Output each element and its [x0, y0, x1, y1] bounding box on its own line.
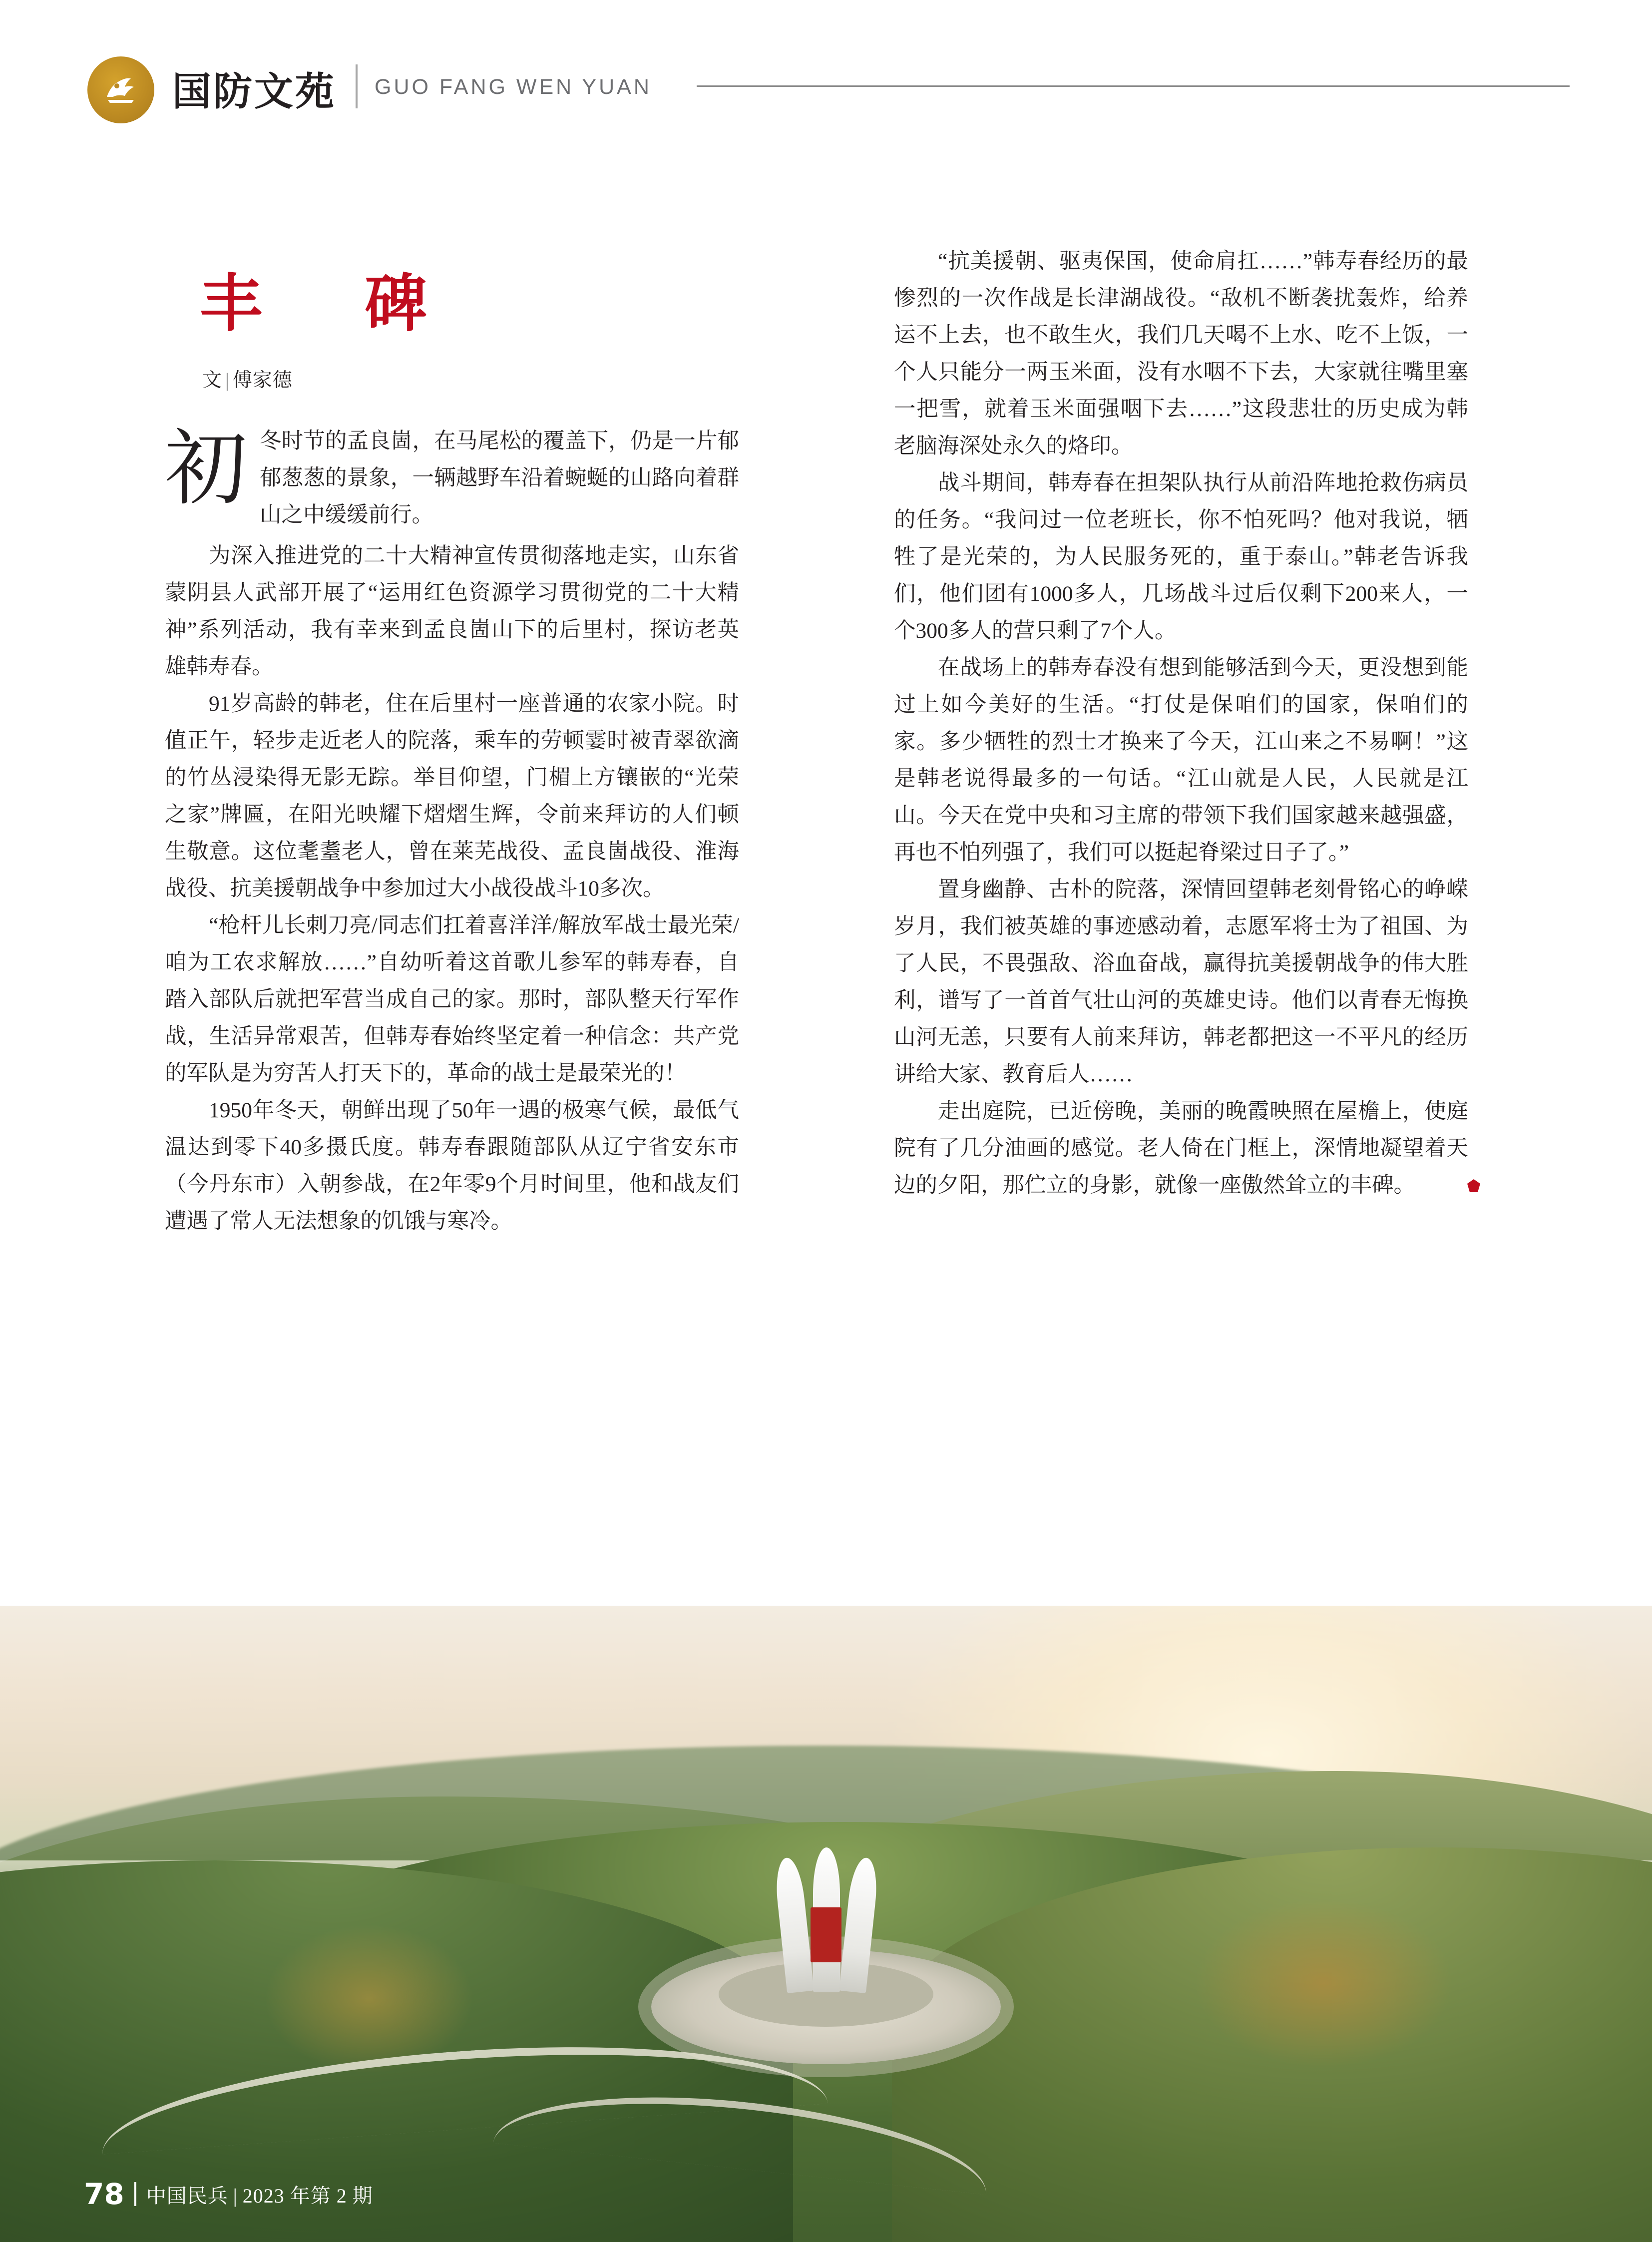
emblem-icon	[87, 56, 154, 123]
paragraph: 1950年冬天，朝鲜出现了50年一遇的极寒气候，最低气温达到零下40多摄氏度。韩寿春跟随部队从辽宁省安东市（今丹东市）入朝参战，在2年零9个月时间里，他和战友们遭遇了常人无法想象的饥饿与寒冷。	[165, 1098, 739, 1233]
column-left	[165, 270, 739, 1240]
monument-blade	[773, 1856, 814, 1993]
footer-separator: |	[233, 2184, 238, 2207]
paragraph: 91岁高龄的韩老，住在后里村一座普通的农家小院。时值正午，轻步走近老人的院落，乘车的劳顿霎时被青翠欲滴的竹丛浸染得无影无踪。举目仰望，门楣上方镶嵌的“光荣之家”牌匾，在阳光映耀下熠熠生辉，令前来拜访的人们顿生敬意。这位耄耋老人，曾在莱芜战役、孟良崮战役、淮海战役、抗美援朝战争中参加过大小战役战斗10多次。	[165, 691, 739, 900]
photo-autumn-foliage	[264, 1924, 474, 2074]
column-right	[894, 243, 1468, 1204]
byline-author: 傅家德	[232, 369, 293, 391]
footer-divider	[134, 2182, 136, 2206]
paragraph: 为深入推进党的二十大精神宣传贯彻落地走实，山东省蒙阴县人武部开展了“运用红色资源学习贯彻党的二十大精神”系列活动，我有幸来到孟良崮山下的后里村，探访老英雄韩寿春。	[165, 543, 739, 679]
header-divider	[356, 64, 358, 108]
photo-autumn-foliage	[1194, 1898, 1454, 2068]
drop-cap: 初	[165, 420, 247, 516]
monument-icon	[771, 1847, 881, 1992]
issue-label: 2023 年第 2 期	[242, 2184, 373, 2207]
paragraph-text: 走出庭院，已近傍晚，美丽的晚霞映照在屋檐上，使庭院有了几分油画的感觉。老人倚在门框上，深情地凝望着天边的夕阳，那伫立的身影，就像一座傲然耸立的丰碑。	[894, 1099, 1468, 1197]
header-rule	[697, 85, 1570, 87]
footer-info	[146, 2180, 373, 2209]
article-title: 丰 碑	[200, 268, 447, 340]
byline-label: 文	[202, 369, 223, 391]
page-footer	[84, 2177, 373, 2211]
byline-separator: |	[225, 369, 230, 391]
article-photo	[0, 1606, 1652, 2242]
paragraph: 置身幽静、古朴的院落，深情回望韩老刻骨铭心的峥嵘岁月，我们被英雄的事迹感动着，志愿军将士为了祖国、为了人民，不畏强敌、浴血奋战，赢得抗美援朝战争的伟大胜利，谱写了一首首气壮山河的英雄史诗。他们以青春无悔换山河无恙，只要有人前来拜访，韩老都把这一不平凡的经历讲给大家、教育后人……	[894, 878, 1468, 1086]
first-paragraph-block	[165, 420, 739, 537]
page-header	[0, 47, 1652, 142]
paragraph: “抗美援朝、驱夷保国，使命肩扛……”韩寿春经历的最惨烈的一次作战是长津湖战役。“敌机不断袭扰轰炸，给养运不上去，也不敢生火，我们几天喝不上水、吃不上饭，一个人只能分一两玉米面，没有水咽不下去，大家就往嘴里塞一把雪，就着玉米面强咽下去……”这段悲壮的历史成为韩老脑海深处永久的烙印。	[894, 249, 1468, 458]
paragraph: 在战场上的韩寿春没有想到能够活到今天，更没想到能过上如今美好的生活。“打仗是保咱们的国家，保咱们的家。多少牺牲的烈士才换来了今天，江山来之不易啊！”这是韩老说得最多的一句话。“江山就是人民，人民就是江山。今天在党中央和习主席的带领下我们国家越来越强盛，再也不怕列强了，我们可以挺起脊梁过日子了。”	[894, 656, 1468, 865]
byline	[202, 365, 739, 393]
monument-plaque	[811, 1907, 841, 1962]
paragraph-final	[894, 1093, 1468, 1204]
paragraph: 战斗期间，韩寿春在担架队执行从前沿阵地抢救伤病员的任务。“我问过一位老班长，你不怕死吗？他对我说，牺牲了是光荣的，为人民服务死的，重于泰山。”韩老告诉我们，他们团有1000多人，几场战斗过后仅剩下200来人，一个300多人的营只剩了7个人。	[894, 471, 1468, 643]
paragraph: “枪杆儿长刺刀亮/同志们扛着喜洋洋/解放军战士最光荣/咱为工农求解放……”自幼听着这首歌儿参军的韩寿春，自踏入部队后就把军营当成自己的家。那时，部队整天行军作战，生活异常艰苦，但韩寿春始终坚定着一种信念：共产党的军队是为穷苦人打天下的，革命的战士是最荣光的！	[165, 913, 739, 1085]
paragraph: 冬时节的孟良崮，在马尾松的覆盖下，仍是一片郁郁葱葱的景象，一辆越野车沿着蜿蜒的山路向着群山之中缓缓前行。	[260, 429, 739, 527]
section-title: 国防文苑	[172, 69, 337, 114]
end-mark-icon	[1422, 1168, 1437, 1183]
page-number: 78	[84, 2177, 124, 2211]
section-title-pinyin: GUO FANG WEN YUAN	[375, 75, 652, 99]
monument-blade	[839, 1856, 880, 1993]
publication-name: 中国民兵	[146, 2184, 228, 2207]
